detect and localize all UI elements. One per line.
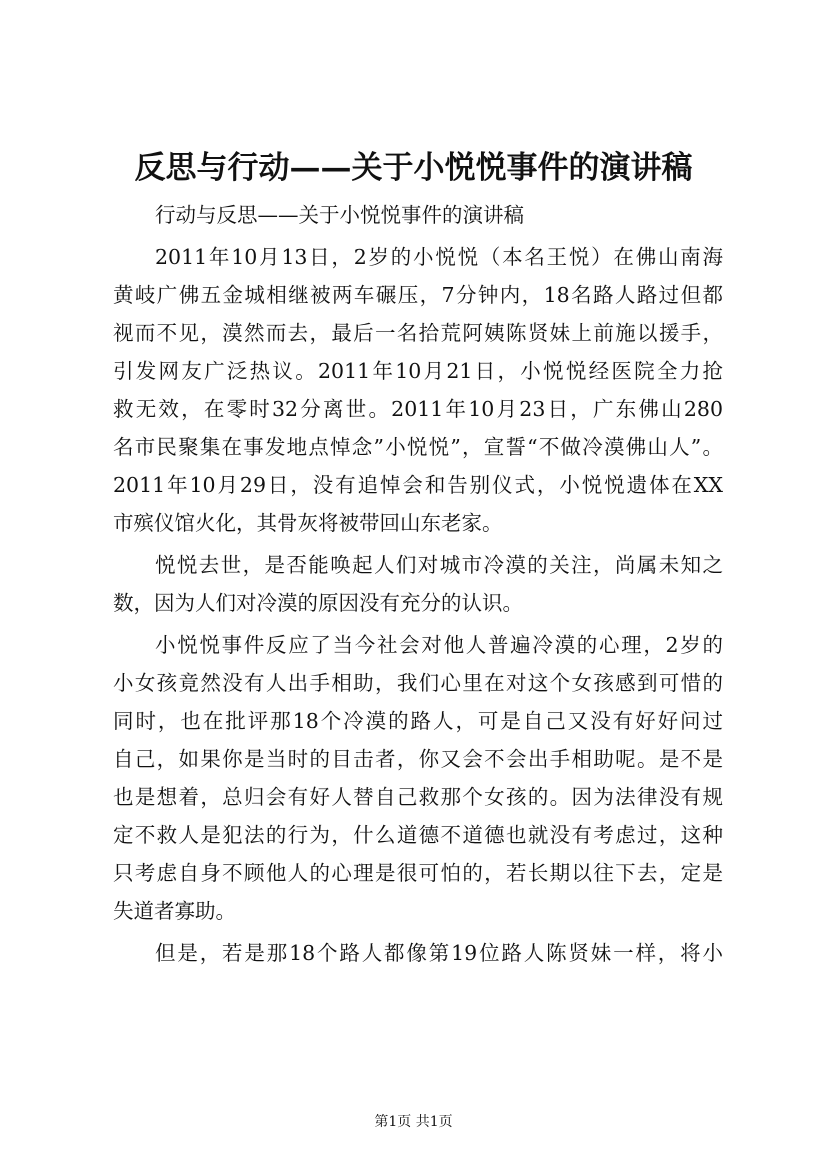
paragraph-line: 救无效，在零时32分离世。2011年10月23日，广东佛山280 <box>113 397 723 421</box>
paragraph-line: 黄岐广佛五金城相继被两车碾压，7分钟内，18名路人路过但都 <box>113 283 723 307</box>
document-title: 反思与行动——关于小悦悦事件的演讲稿 <box>134 150 693 186</box>
paragraph-line: 市殡仪馆火化，其骨灰将被带回山东老家。 <box>113 511 503 535</box>
paragraph-line: 只考虑自身不顾他人的心理是很可怕的，若长期以往下去，定是 <box>113 861 723 885</box>
paragraph-line: 小悦悦事件反应了当今社会对他人普遍冷漠的心理，2岁的 <box>155 633 723 657</box>
paragraph-line: 定不救人是犯法的行为，什么道德不道德也就没有考虑过，这种 <box>113 823 723 847</box>
paragraph-line: 失道者寡助。 <box>113 899 236 923</box>
paragraph-line: 数，因为人们对冷漠的原因没有充分的认识。 <box>113 591 523 615</box>
page-footer: 第1页 共1页 <box>374 1114 453 1130</box>
paragraph-line: 自己，如果你是当时的目击者，你又会不会出手相助呢。是不是 <box>113 747 723 771</box>
paragraph-line: 悦悦去世，是否能唤起人们对城市冷漠的关注，尚属未知之 <box>155 553 723 577</box>
paragraph-line: 但是，若是那18个路人都像第19位路人陈贤妹一样，将小 <box>155 941 723 965</box>
paragraph-line: 视而不见，漠然而去，最后一名拾荒阿姨陈贤妹上前施以援手， <box>113 321 723 345</box>
paragraph-line: 小女孩竟然没有人出手相助，我们心里在对这个女孩感到可惜的 <box>113 671 723 695</box>
paragraph-line: 也是想着，总归会有好人替自己救那个女孩的。因为法律没有规 <box>113 785 723 809</box>
paragraph-line: 引发网友广泛热议。2011年10月21日，小悦悦经医院全力抢 <box>113 359 723 383</box>
subtitle-line: 行动与反思——关于小悦悦事件的演讲稿 <box>155 203 524 227</box>
document-body <box>113 196 723 972</box>
paragraph-line: 2011年10月29日，没有追悼会和告别仪式，小悦悦遗体在XX <box>113 473 723 497</box>
paragraph-line: 同时，也在批评那18个冷漠的路人，可是自己又没有好好问过 <box>113 709 723 733</box>
paragraph-line: 名市民聚集在事发地点悼念”小悦悦”，宣誓“不做冷漠佛山人”。 <box>113 435 723 459</box>
paragraph-line: 2011年10月13日，2岁的小悦悦（本名王悦）在佛山南海 <box>155 245 723 269</box>
